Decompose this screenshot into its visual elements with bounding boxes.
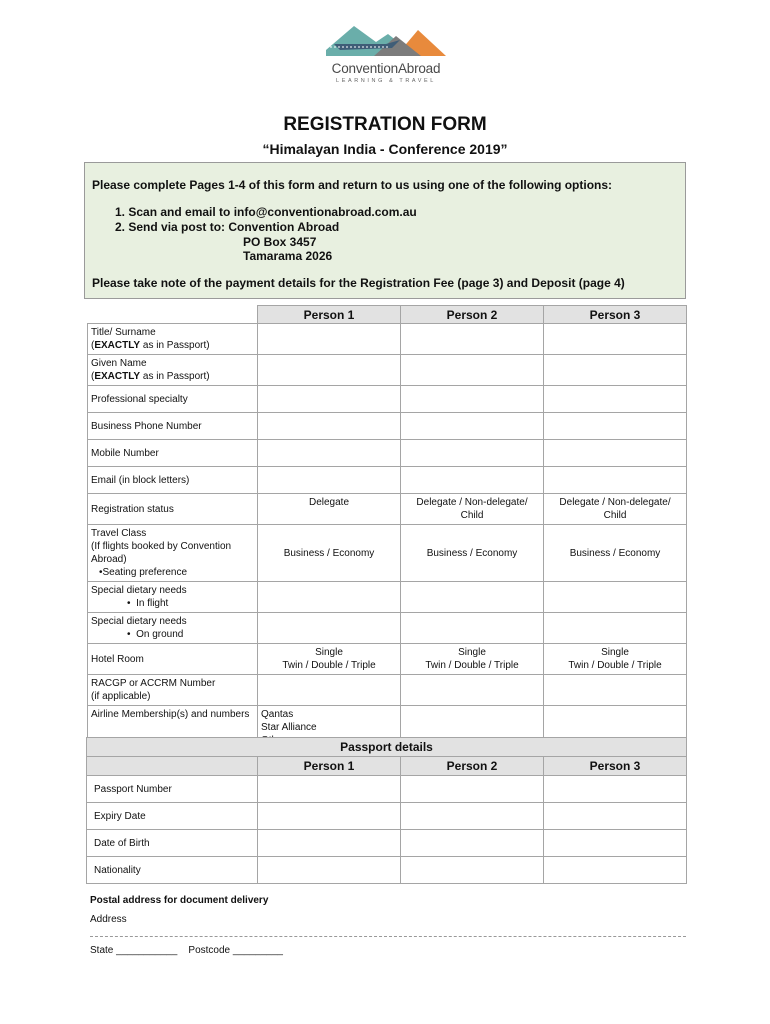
travel-class-p3[interactable]: Business / Economy [544,525,687,582]
dietary-flight-p1[interactable] [258,582,401,613]
label-travel-class: Travel Class (If flights booked by Convention Abroad) •Seating preference [88,525,258,582]
business-phone-p3[interactable] [544,413,687,440]
racgp-p2[interactable] [401,675,544,706]
title-surname-p2[interactable] [401,324,544,355]
hotel-p2[interactable]: Single Twin / Double / Triple [401,644,544,675]
option-post: 2. Send via post to: Convention Abroad [115,220,340,234]
expiry-date-p2[interactable] [401,803,544,830]
dietary-ground-p3[interactable] [544,613,687,644]
header-person-2: Person 2 [401,306,544,324]
email-p1[interactable] [258,467,401,494]
label-dietary-ground: Special dietary needs • On ground [88,613,258,644]
title-surname-p3[interactable] [544,324,687,355]
dietary-ground-p2[interactable] [401,613,544,644]
registration-p1[interactable]: Delegate [258,494,401,525]
instructions-intro: Please complete Pages 1-4 of this form and return to us using one of the following options: [92,178,613,192]
address-line-1: PO Box 3457 [243,235,317,249]
instructions-box [84,162,686,299]
nationality-p3[interactable] [544,857,687,884]
logo-name: ConventionAbroad [331,61,441,76]
label-professional-specialty: Professional specialty [88,386,258,413]
label-dietary-flight: Special dietary needs • In flight [88,582,258,613]
page-subtitle: “Himalayan India - Conference 2019” [262,141,508,157]
specialty-p3[interactable] [544,386,687,413]
given-name-p3[interactable] [544,355,687,386]
given-name-p2[interactable] [401,355,544,386]
option-email: 1. Scan and email to info@conventionabroad.com.au [115,205,417,219]
label-title-surname: Title/ Surname (EXACTLY as in Passport) [88,324,258,355]
registration-p3[interactable]: Delegate / Non-delegate/ Child [544,494,687,525]
label-business-phone: Business Phone Number [88,413,258,440]
corner-cell [88,306,258,324]
label-airline: Airline Membership(s) and numbers [88,706,258,750]
address-line[interactable] [90,936,686,937]
bullet-icon: • [99,567,103,578]
mobile-p1[interactable] [258,440,401,467]
label-hotel-room: Hotel Room [88,644,258,675]
label-racgp: RACGP or ACCRM Number (if applicable) [88,675,258,706]
hotel-p3[interactable]: Single Twin / Double / Triple [544,644,687,675]
state-postcode-line[interactable]: State ___________ Postcode _________ [90,945,283,956]
registration-p2[interactable]: Delegate / Non-delegate/ Child [401,494,544,525]
dob-p1[interactable] [258,830,401,857]
bullet-icon: • [127,598,131,609]
hotel-p1[interactable]: Single Twin / Double / Triple [258,644,401,675]
specialty-p1[interactable] [258,386,401,413]
label-date-of-birth: Date of Birth [87,830,258,857]
postal-title: Postal address for document delivery [90,895,269,906]
passport-number-p2[interactable] [401,776,544,803]
mobile-p3[interactable] [544,440,687,467]
label-email: Email (in block letters) [88,467,258,494]
header-person-1: Person 1 [258,306,401,324]
logo-tagline: LEARNING & TRAVEL [336,78,436,84]
mobile-p2[interactable] [401,440,544,467]
passport-header-person-1: Person 1 [258,757,401,776]
passport-table [86,737,687,884]
passport-header-person-3: Person 3 [544,757,687,776]
nationality-p2[interactable] [401,857,544,884]
racgp-p3[interactable] [544,675,687,706]
label-passport-number: Passport Number [87,776,258,803]
label-expiry-date: Expiry Date [87,803,258,830]
expiry-date-p3[interactable] [544,803,687,830]
dob-p3[interactable] [544,830,687,857]
email-p2[interactable] [401,467,544,494]
racgp-p1[interactable] [258,675,401,706]
header-person-3: Person 3 [544,306,687,324]
mountain-plane-icon [326,20,446,60]
label-mobile: Mobile Number [88,440,258,467]
label-registration-status: Registration status [88,494,258,525]
label-nationality: Nationality [87,857,258,884]
passport-number-p1[interactable] [258,776,401,803]
travel-class-p2[interactable]: Business / Economy [401,525,544,582]
dietary-flight-p3[interactable] [544,582,687,613]
given-name-p1[interactable] [258,355,401,386]
passport-corner-cell [87,757,258,776]
page-title: REGISTRATION FORM [283,114,487,135]
convention-abroad-logo [306,20,466,90]
passport-details-title: Passport details [87,738,687,757]
specialty-p2[interactable] [401,386,544,413]
address-line-2: Tamarama 2026 [243,249,333,263]
travel-class-p1[interactable]: Business / Economy [258,525,401,582]
dietary-ground-p1[interactable] [258,613,401,644]
bullet-icon: • [127,629,131,640]
business-phone-p1[interactable] [258,413,401,440]
nationality-p1[interactable] [258,857,401,884]
passport-header-person-2: Person 2 [401,757,544,776]
persons-table [87,305,687,750]
dietary-flight-p2[interactable] [401,582,544,613]
airline-p1[interactable]: Qantas Star Alliance [258,706,401,750]
address-label: Address [90,914,127,925]
passport-number-p3[interactable] [544,776,687,803]
expiry-date-p1[interactable] [258,803,401,830]
payment-note: Please take note of the payment details for the Registration Fee (page 3) and Deposit (page 4) [92,276,625,290]
dob-p2[interactable] [401,830,544,857]
label-given-name: Given Name (EXACTLY as in Passport) [88,355,258,386]
title-surname-p1[interactable] [258,324,401,355]
email-p3[interactable] [544,467,687,494]
business-phone-p2[interactable] [401,413,544,440]
